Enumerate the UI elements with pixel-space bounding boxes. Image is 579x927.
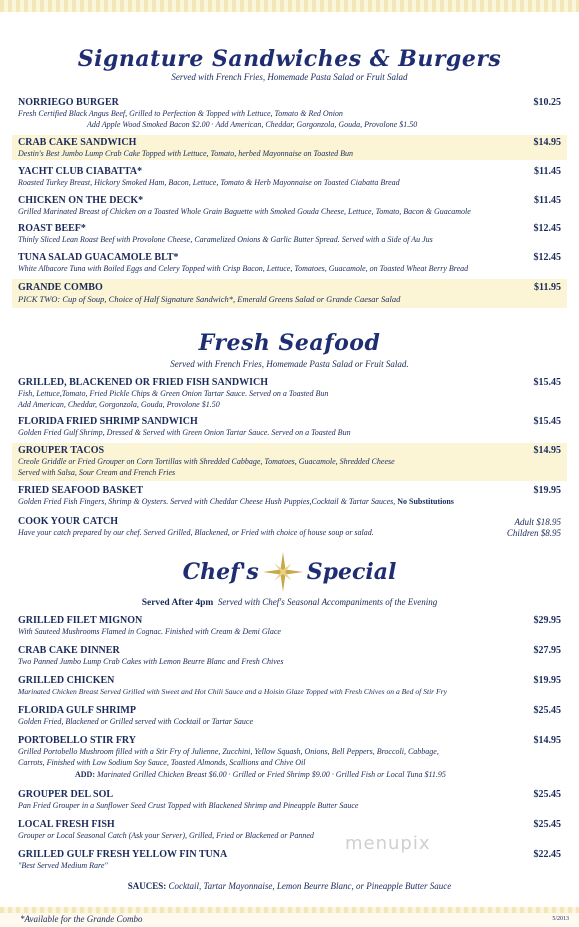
item-description: Grilled Marinated Breast of Chicken on a Toasted Whole Grain Baguette with Smoked Gouda Cheese, Lettuce, Tomato, Bacon & Guacamole <box>18 207 471 216</box>
item-price: $27.95 <box>533 645 561 656</box>
item-name: GRILLED FILET MIGNON <box>18 615 143 626</box>
date-code: 5/2013 <box>552 916 569 922</box>
item-description: "Best Served Medium Rare" <box>18 861 108 870</box>
item-description-line2: Served with Salsa, Sour Cream and French Fries <box>18 468 176 477</box>
sauces-line <box>0 881 579 891</box>
item-name: PORTOBELLO STIR FRY <box>18 735 137 746</box>
seafood-subtitle: Served with French Fries, Homemade Pasta Salad or Fruit Salad. <box>170 359 409 369</box>
item-description: Marinated Chicken Breast Served Grilled with Sweet and Hot Chili Sauce and a Hoisin Glaze Topped with Fresh Chives on a Bed of Stir Fry <box>18 687 448 696</box>
add-label: ADD: <box>75 770 95 779</box>
menu-item <box>12 195 567 219</box>
chefs-title-right: Special <box>306 559 397 585</box>
item-name: CRAB CAKE DINNER <box>18 645 120 656</box>
item-price: $10.25 <box>533 97 561 108</box>
menu-item <box>12 443 567 481</box>
item-price: $11.45 <box>534 166 561 177</box>
item-description: Grouper or Local Seasonal Catch (Ask your Server), Grilled, Fried or Blackened or Panned <box>18 831 314 840</box>
chefs-subtitle-text: Served with Chef's Seasonal Accompaniments of the Evening <box>217 597 438 607</box>
item-name: FRIED SEAFOOD BASKET <box>18 485 144 496</box>
item-addon: Add American, Cheddar, Gorgonzola, Gouda, Provolone $1.50 <box>18 400 220 409</box>
item-name: CHICKEN ON THE DECK* <box>18 195 144 206</box>
sandwiches-subtitle: Served with French Fries, Homemade Pasta Salad or Fruit Salad <box>171 72 408 82</box>
sandwiches-title: Signature Sandwiches & Burgers <box>77 46 502 72</box>
menu-item <box>12 166 567 190</box>
menu-item <box>12 377 567 413</box>
menu-item <box>12 485 567 509</box>
item-price-adult: Adult $18.95 <box>514 517 561 527</box>
item-price: $29.95 <box>533 615 561 626</box>
item-price: $22.45 <box>533 849 561 860</box>
chefs-subtitle <box>0 597 579 608</box>
menu-item <box>12 645 567 669</box>
menu-item <box>12 849 567 873</box>
item-description-line2: Carrots, Finished with Low Sodium Soy Sauce, Toasted Almonds, Scallions and Chive Oil <box>18 758 306 767</box>
item-price: $25.45 <box>533 819 561 830</box>
item-name: GRANDE COMBO <box>18 282 103 293</box>
item-name: YACHT CLUB CIABATTA* <box>18 166 143 177</box>
seafood-title: Fresh Seafood <box>198 330 381 356</box>
menu-item <box>12 416 567 440</box>
item-description: Destin's Best Jumbo Lump Crab Cake Topped with Lettuce, Tomato, herbed Mayonnaise on Toasted Bun <box>18 149 354 158</box>
item-name: ROAST BEEF* <box>18 223 86 234</box>
menu-item <box>12 279 567 308</box>
menupix-watermark: menupix <box>345 833 431 854</box>
menu-item <box>12 97 567 133</box>
item-addon: Add Apple Wood Smoked Bacon $2.00 · Add American, Cheddar, Gorgonzola, Gouda, Provolone $1.50 <box>87 120 418 129</box>
no-substitutions-note: No Substitutions <box>397 497 454 506</box>
item-description: Golden Fried Gulf Shrimp, Dressed & Served with Green Onion Tartar Sauce. Served on a Toasted Bun <box>18 428 351 437</box>
item-price: $25.45 <box>533 789 561 800</box>
item-description: Pan Fried Grouper in a Sunflower Seed Crust Topped with Blackened Shrimp and Pineapple Butter Sauce <box>18 801 359 810</box>
item-price: $19.95 <box>533 675 561 686</box>
item-price: $15.45 <box>533 377 561 388</box>
item-name: COOK YOUR CATCH <box>18 516 118 527</box>
item-addon <box>75 770 446 779</box>
item-price: $25.45 <box>533 705 561 716</box>
item-description: Thinly Sliced Lean Roast Beef with Provolone Cheese, Caramelized Onions & Garlic Butter Spread. Served with a Side of Au Jus <box>18 235 433 244</box>
menu-item <box>12 735 567 785</box>
item-description: Grilled Portobello Mushroom filled with a Stir Fry of Julienne, Zucchini, Yellow Squash, Onions, Bell Peppers, Broccoli, Cabbage, <box>18 747 439 756</box>
item-description: Fresh Certified Black Angus Beef, Grilled to Perfection & Topped with Lettuce, Tomato & Red Onion <box>18 109 343 118</box>
item-name: FLORIDA FRIED SHRIMP SANDWICH <box>18 416 198 427</box>
item-name: GROUPER DEL SOL <box>18 789 114 800</box>
menu-item <box>12 675 567 699</box>
item-name: FLORIDA GULF SHRIMP <box>18 705 136 716</box>
menu-item <box>12 819 567 843</box>
item-name: GRILLED CHICKEN <box>18 675 115 686</box>
item-description: Two Panned Jumbo Lump Crab Cakes with Lemon Beurre Blanc and Fresh Chives <box>18 657 284 666</box>
item-description-text: Golden Fried Fish Fingers, Shrimp & Oysters. Served with Cheddar Cheese Hush Puppies,Cocktail & Tartar Sauces, <box>18 497 396 506</box>
item-price: $14.95 <box>533 445 561 456</box>
sauces-text: Cocktail, Tartar Mayonnaise, Lemon Beurre Blanc, or Pineapple Butter Sauce <box>168 881 452 891</box>
item-price: $11.45 <box>534 195 561 206</box>
chefs-title-left: Chef's <box>182 559 259 585</box>
item-description: With Sauteed Mushrooms Flamed in Cognac. Finished with Cream & Demi Glace <box>18 627 281 636</box>
item-price: $14.95 <box>533 137 561 148</box>
menu-item <box>12 252 567 276</box>
item-description: Creole Griddle or Fried Grouper on Corn Tortillas with Shredded Cabbage, Tomatoes, Guacamole, Shredded Cheese <box>18 457 395 466</box>
item-price: $19.95 <box>533 485 561 496</box>
item-name: TUNA SALAD GUACAMOLE BLT* <box>18 252 179 263</box>
item-description: Have your catch prepared by our chef. Served Grilled, Blackened, or Fried with choice of house soup or salad. <box>18 528 374 537</box>
menu-item <box>12 223 567 247</box>
compass-star-icon <box>263 552 303 592</box>
menu-item <box>12 615 567 639</box>
top-decorative-stripe <box>0 0 579 12</box>
menu-item <box>12 705 567 729</box>
item-name: GRILLED GULF FRESH YELLOW FIN TUNA <box>18 849 228 860</box>
item-description <box>18 497 454 506</box>
item-description: White Albacore Tuna with Boiled Eggs and Celery Topped with Crisp Bacon, Lettuce, Tomatoes, Guacamole, on Toasted Wheat Berry Bread <box>18 264 469 273</box>
menu-item <box>12 789 567 813</box>
menu-item <box>12 135 567 160</box>
item-price: $15.45 <box>533 416 561 427</box>
add-text: Marinated Grilled Chicken Breast $6.00 · Grilled or Fried Shrimp $9.00 · Grilled Fish or Local Tuna $11.95 <box>97 770 446 779</box>
item-description: Golden Fried, Blackened or Grilled served with Cocktail or Tartar Sauce <box>18 717 254 726</box>
chefs-special-title <box>0 552 579 598</box>
item-description: PICK TWO: Cup of Soup, Choice of Half Signature Sandwich*, Emerald Greens Salad or Grande Caesar Salad <box>18 294 401 304</box>
item-name: CRAB CAKE SANDWICH <box>18 137 137 148</box>
item-price: $14.95 <box>533 735 561 746</box>
item-price-children: Children $8.95 <box>506 528 561 538</box>
item-price: $12.45 <box>533 223 561 234</box>
menu-item <box>12 516 567 542</box>
item-name: GRILLED, BLACKENED OR FRIED FISH SANDWICH <box>18 377 269 388</box>
item-name: NORRIEGO BURGER <box>18 97 119 108</box>
item-description: Roasted Turkey Breast, Hickory Smoked Ham, Bacon, Lettuce, Tomato & Herb Mayonnaise on Toasted Ciabatta Bread <box>18 178 400 187</box>
sauces-label: SAUCES: <box>127 881 167 891</box>
served-after-label: Served After 4pm <box>141 598 214 608</box>
item-price: $12.45 <box>533 252 561 263</box>
item-description: Fish, Lettuce,Tomato, Fried Pickle Chips & Green Onion Tartar Sauce. Served on a Toasted Bun <box>18 389 329 398</box>
footnote: *Available for the Grande Combo <box>20 914 143 924</box>
item-name: LOCAL FRESH FISH <box>18 819 115 830</box>
item-price: $11.95 <box>534 282 561 293</box>
item-name: GROUPER TACOS <box>18 445 105 456</box>
